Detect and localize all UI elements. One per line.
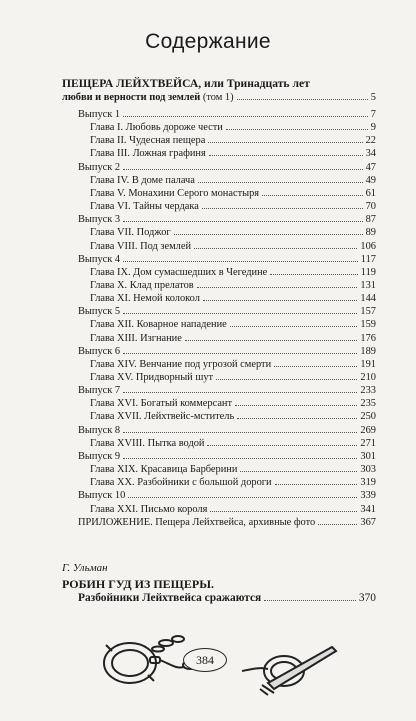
leader-dots	[274, 366, 357, 367]
toc-entry	[78, 305, 376, 318]
leader-dots	[123, 313, 357, 314]
toc-entry-page: 210	[360, 372, 376, 383]
toc-entry	[78, 108, 376, 121]
toc-entry	[90, 318, 376, 331]
toc-entry	[90, 476, 376, 489]
leader-dots	[194, 248, 357, 249]
toc-entry	[90, 226, 376, 239]
leader-dots	[275, 484, 358, 485]
leader-dots	[203, 300, 357, 301]
toc-entry-page: 117	[360, 253, 376, 265]
toc-entry-title: Выпуск 6	[78, 345, 121, 357]
toc-entry	[78, 253, 376, 266]
toc-entry-title: Глава II. Чудесная пещера	[90, 135, 206, 147]
toc-entry-page: 157	[360, 306, 376, 318]
toc-entry-page: 250	[360, 411, 376, 423]
toc-entry	[78, 384, 376, 397]
toc-entry-title: Выпуск 10	[78, 490, 126, 502]
page-heading: Содержание	[145, 30, 271, 53]
toc-entry-page: 144	[360, 293, 376, 305]
toc-entry-title: Глава VII. Поджог	[90, 227, 171, 239]
toc-entry-page: 303	[360, 464, 376, 476]
toc-entry-page: 301	[360, 450, 376, 462]
toc-entry-title: Глава IV. В доме палача	[90, 174, 195, 186]
leader-dots	[123, 169, 362, 170]
toc-entry-title: Выпуск 5	[78, 306, 121, 318]
toc-entry-title: Глава XVII. Лейхтвейс-мститель	[90, 411, 235, 423]
toc-entry-page: 131	[360, 279, 376, 291]
book-title-line2: любви и верности под землей (том 1)	[62, 92, 234, 103]
leader-dots	[262, 195, 363, 196]
toc-entry	[90, 279, 376, 292]
toc-entry-page: 176	[360, 332, 376, 344]
leader-dots	[270, 274, 358, 275]
toc-entry	[90, 147, 376, 160]
toc-entry-title: Глава XII. Коварное нападение	[90, 319, 227, 331]
toc-entry	[78, 345, 376, 358]
toc-entry-title: Выпуск 1	[78, 109, 121, 120]
toc-entry-title: Глава X. Клад прелатов	[90, 279, 194, 291]
toc-entry	[90, 240, 376, 253]
toc-entry	[90, 174, 376, 187]
toc-entry	[90, 371, 376, 384]
leader-dots	[240, 471, 357, 472]
toc-entry	[90, 410, 376, 423]
toc-entry-page: 271	[360, 437, 376, 449]
toc-entry-page: 339	[360, 490, 376, 502]
leader-dots	[209, 155, 363, 156]
leader-dots	[128, 497, 357, 498]
book-title-line1: ПЕЩЕРА ЛЕЙХТВЕЙСА, или Тринадцать лет	[62, 77, 310, 90]
toc-entry	[78, 213, 376, 226]
leader-dots	[208, 142, 362, 143]
toc-entry	[90, 397, 376, 410]
toc-entry-page: 189	[360, 345, 376, 357]
leader-dots	[237, 99, 368, 100]
book2-title: РОБИН ГУД ИЗ ПЕЩЕРЫ.	[62, 577, 214, 591]
toc-entry-page: 9	[370, 122, 376, 134]
book-page: 5	[370, 92, 376, 103]
toc-entry-title: Выпуск 9	[78, 450, 121, 462]
leader-dots	[123, 392, 357, 393]
toc-entry-title: Глава XIX. Красавица Барберини	[90, 464, 238, 476]
toc-entry-title: Глава IX. Дом сумасшедших в Чегедине	[90, 266, 268, 278]
toc-entry-title: Глава V. Монахини Серого монастыря	[90, 187, 260, 199]
toc-entry-title: Глава XV. Придворный шут	[90, 372, 214, 383]
toc-entry-title: Глава I. Любовь дороже чести	[90, 122, 223, 134]
leader-dots	[123, 221, 362, 222]
toc-entry	[90, 292, 376, 305]
toc-entry-page: 106	[360, 240, 376, 252]
toc-entry	[78, 424, 376, 437]
toc-entry	[78, 516, 376, 529]
toc-entry-page: 269	[360, 424, 376, 436]
leader-dots	[123, 261, 358, 262]
toc-entry-page: 89	[365, 227, 376, 239]
page-number: 384	[183, 648, 227, 672]
toc-entry-page: 47	[365, 161, 376, 173]
toc-entry-page: 49	[365, 174, 376, 186]
leader-dots	[318, 524, 357, 525]
leader-dots	[235, 405, 357, 406]
toc-entry-page: 22	[365, 135, 376, 147]
toc-entry	[90, 200, 376, 213]
toc-entry-title: Глава VIII. Под землей	[90, 240, 192, 252]
toc-entry-page: 233	[360, 385, 376, 397]
leader-dots	[230, 326, 358, 327]
book2-subtitle: Разбойники Лейхтвейса сражаются	[78, 592, 262, 604]
book-volume: (том 1)	[202, 92, 234, 103]
toc-entry	[90, 332, 376, 345]
leader-dots	[198, 182, 363, 183]
toc-entry-page: 61	[365, 187, 376, 199]
toc-entry-page: 319	[360, 477, 376, 489]
toc-entry-title: Выпуск 4	[78, 253, 121, 265]
leader-dots	[202, 208, 363, 209]
toc-entry-title: Глава III. Ложная графиня	[90, 148, 206, 160]
toc-entry-title: Выпуск 3	[78, 214, 121, 226]
toc-entry-page: 235	[360, 398, 376, 410]
toc-entry-title: Глава VI. Тайны чердака	[90, 201, 199, 213]
toc-entry	[90, 266, 376, 279]
leader-dots	[123, 116, 368, 117]
toc-entry-title: Выпуск 2	[78, 161, 121, 173]
toc-entry-page: 87	[365, 214, 376, 226]
toc-entry-page: 119	[360, 266, 376, 278]
toc-entry-page: 191	[360, 358, 376, 370]
toc-entry-page: 34	[365, 148, 376, 160]
leader-dots	[185, 340, 358, 341]
toc-entry-title: Глава XVI. Богатый коммерсант	[90, 398, 233, 410]
leader-dots	[123, 458, 357, 459]
toc-entry-title: Глава XX. Разбойники с большой дороги	[90, 477, 272, 489]
toc-entry	[78, 450, 376, 463]
toc-entry	[90, 463, 376, 476]
toc-entry-page: 367	[360, 516, 376, 528]
leader-dots	[174, 234, 363, 235]
leader-dots	[207, 445, 357, 446]
toc-entry-title: Глава XIV. Венчание под угрозой смерти	[90, 358, 272, 370]
toc-entry-page: 70	[365, 201, 376, 213]
leader-dots	[123, 432, 357, 433]
toc-entry-title: Выпуск 8	[78, 424, 121, 436]
toc-entry-page: 159	[360, 319, 376, 331]
book-title-line2-row	[62, 91, 376, 104]
toc-entry	[90, 121, 376, 134]
book2-subtitle-row	[78, 592, 376, 605]
leader-dots	[264, 600, 356, 601]
toc-entry-title: Глава XVIII. Пытка водой	[90, 437, 205, 449]
leader-dots	[197, 287, 358, 288]
toc-entry-title: ПРИЛОЖЕНИЕ. Пещера Лейхтвейса, архивные фото	[78, 516, 316, 528]
author-name: Г. Ульман	[62, 562, 108, 574]
toc-entry-page: 7	[370, 109, 376, 120]
toc-entry-title: Глава XXI. Письмо короля	[90, 503, 208, 515]
toc-entry	[78, 489, 376, 502]
leader-dots	[210, 511, 357, 512]
leader-dots	[226, 129, 368, 130]
leader-dots	[237, 418, 357, 419]
toc-entry	[90, 437, 376, 450]
book2-page: 370	[358, 592, 376, 604]
toc-entry-page: 341	[360, 503, 376, 515]
toc-entry-title: Выпуск 7	[78, 385, 121, 397]
toc-entry	[78, 161, 376, 174]
toc-entry	[90, 358, 376, 371]
toc-entry	[90, 503, 376, 516]
leader-dots	[216, 379, 357, 380]
leader-dots	[123, 353, 357, 354]
toc-entry	[90, 134, 376, 147]
toc-entry-title: Глава XI. Немой колокол	[90, 293, 200, 305]
toc-entry	[90, 187, 376, 200]
toc-entry-title: Глава XIII. Изгнание	[90, 332, 182, 344]
book-title	[62, 76, 376, 104]
